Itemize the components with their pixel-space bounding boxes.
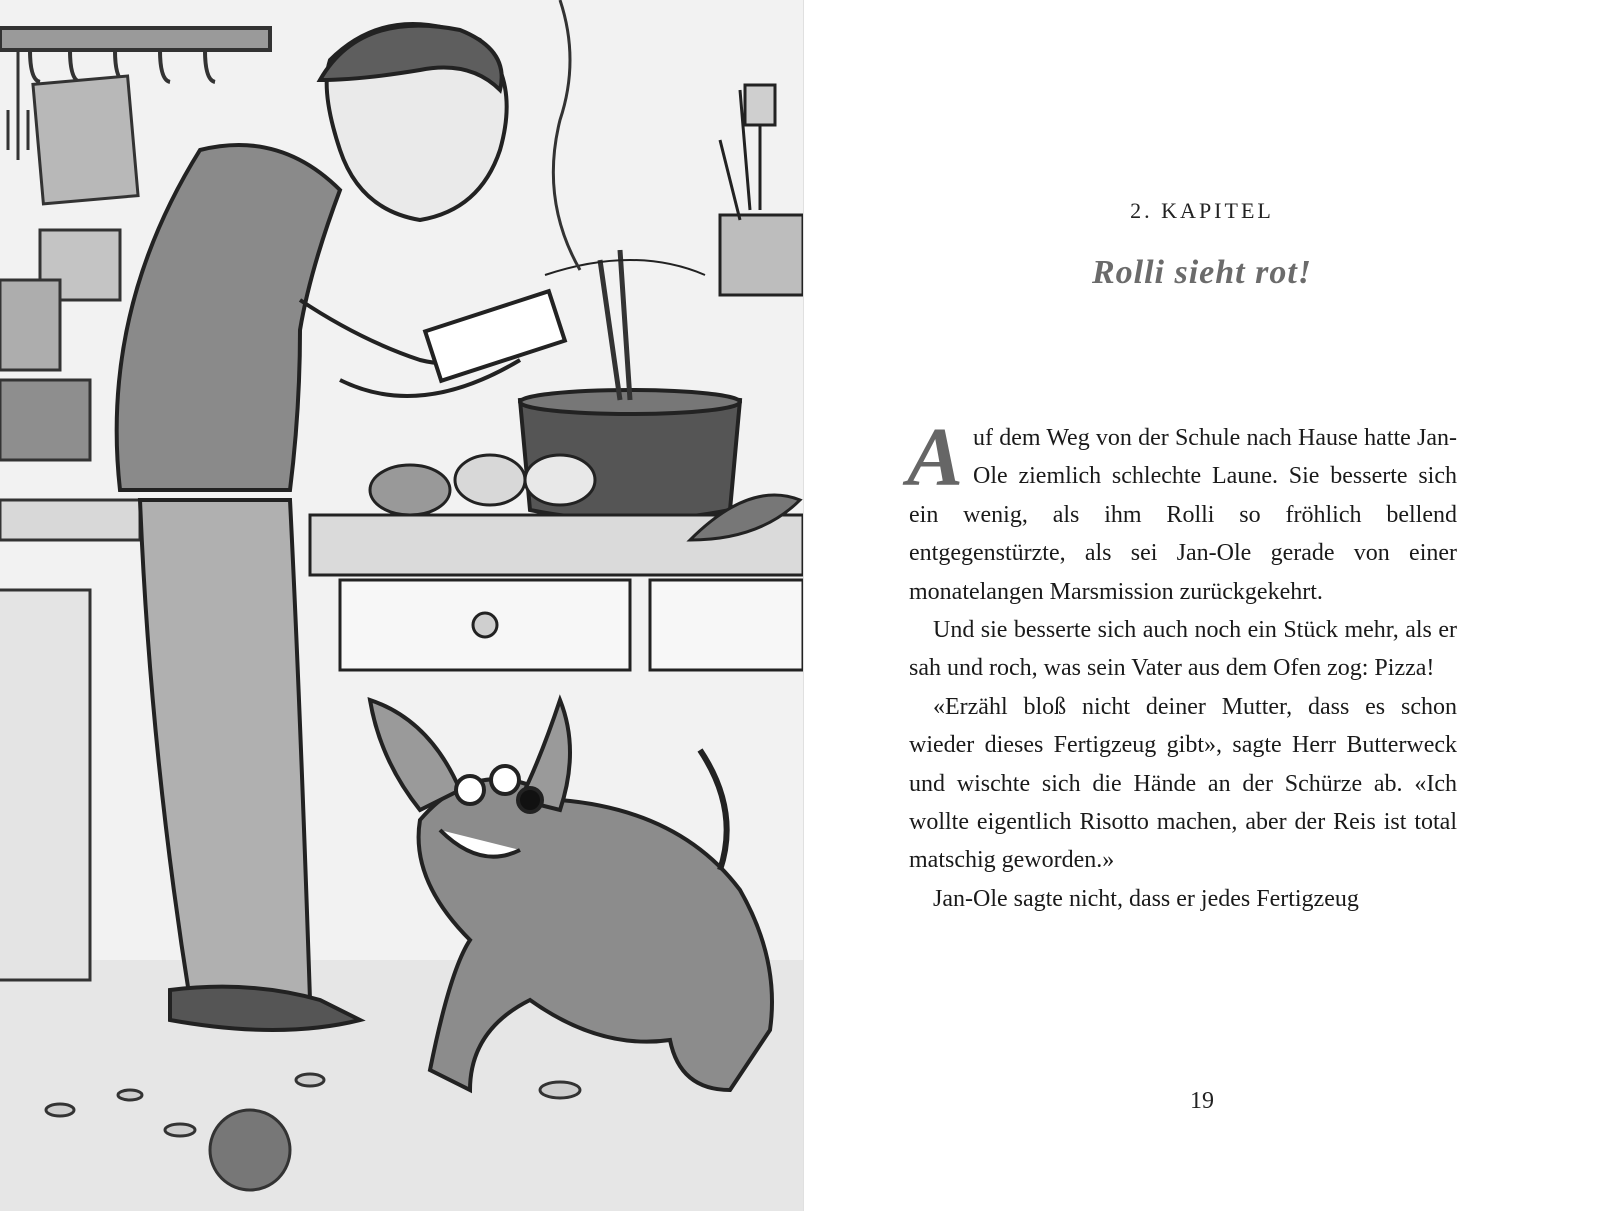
- paragraph-2: Und sie besserte sich auch noch ein Stück mehr, als er sah und roch, was sein Vater aus dem Ofen zog: Pizza!: [909, 617, 1457, 682]
- paragraph-1: [907, 411, 1457, 611]
- paragraph-3: «Erzähl bloß nicht deiner Mutter, dass es schon wieder dieses Fertigzeug gibt», sagte Herr Butterweck und wischte sich die Hände an der Schürze ab. «Ich wollte eigentlich Risotto machen, aber der Reis ist total matschig geworden.»: [909, 693, 1457, 874]
- chapter-label: 2. KAPITEL: [1130, 198, 1274, 223]
- text-page: [804, 0, 1600, 1211]
- page-number: 19: [1190, 1088, 1214, 1114]
- paragraph-4: Jan-Ole sagte nicht, dass er jedes Fertigzeug: [933, 885, 1359, 912]
- body-text: [907, 411, 1457, 918]
- chapter-title: Rolli sieht rot!: [1091, 254, 1313, 291]
- drop-cap: A: [907, 411, 964, 504]
- paragraph-1-text: uf dem Weg von der Schule nach Hause hatte Jan-Ole ziemlich schlechte Laune. Sie besserte sich ein wenig, als ihm Rolli so fröhlich bellend entgegenstürzte, als sei Jan-Ole gerade von einer monatelangen Marsmission zurückgekehrt.: [909, 425, 1457, 605]
